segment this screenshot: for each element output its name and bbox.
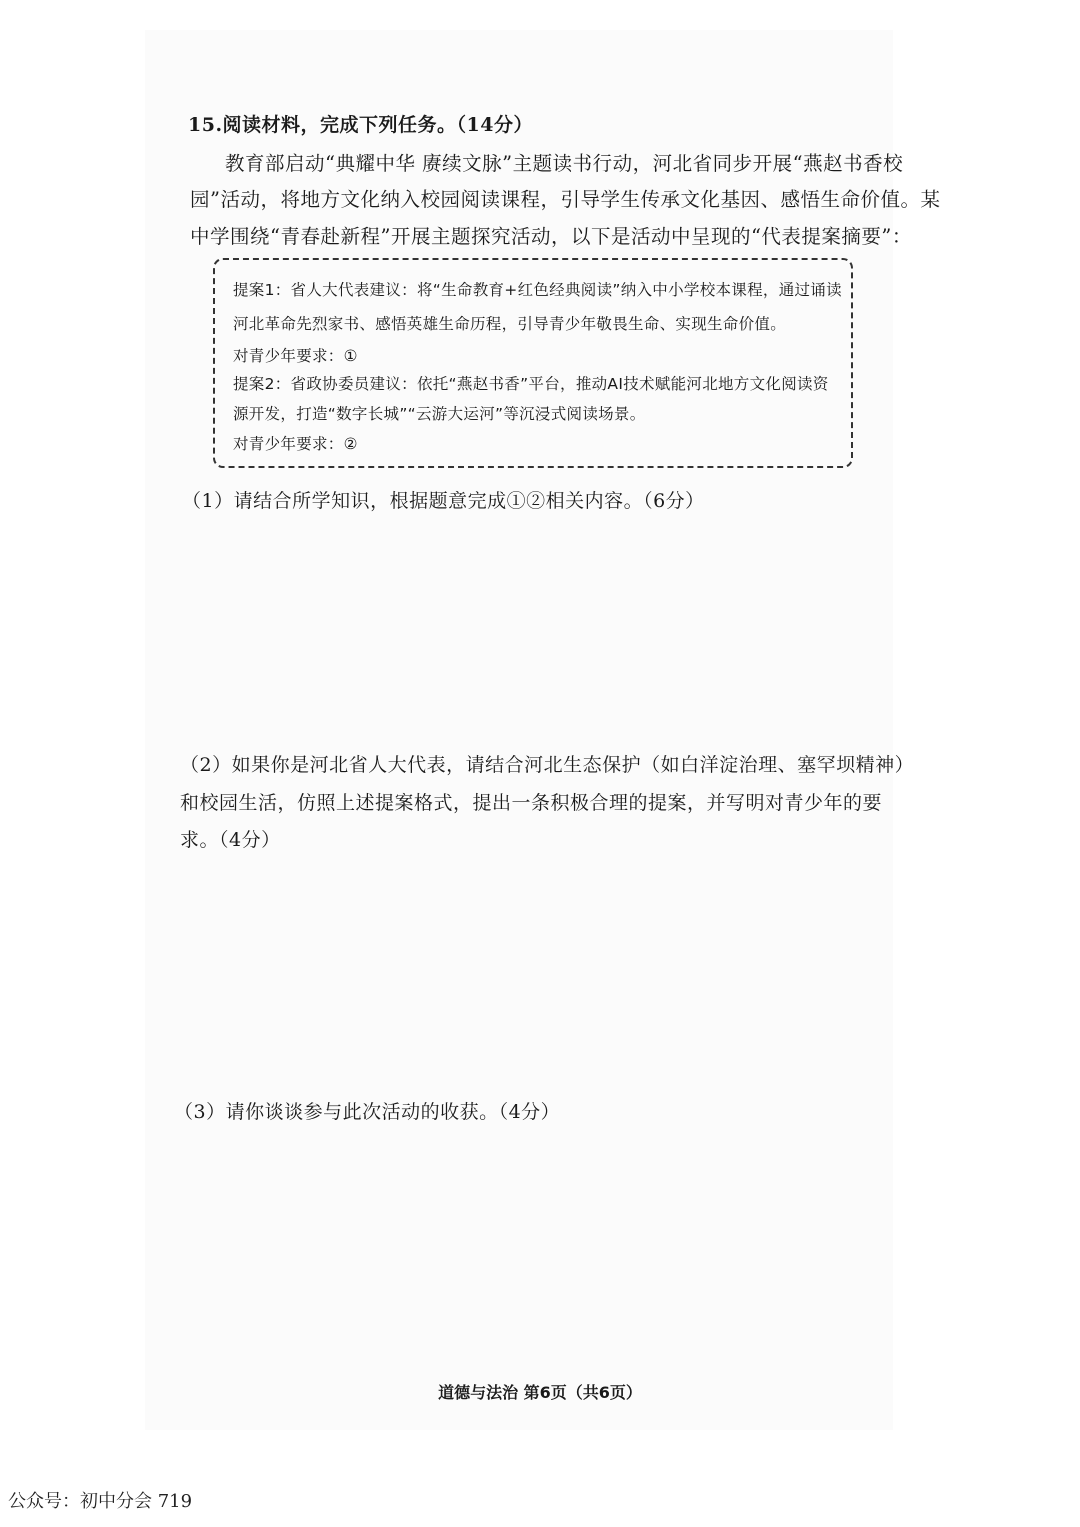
proposal-2-requirement: 对青少年要求：② (233, 435, 358, 453)
proposal-1-requirement: 对青少年要求：① (233, 347, 358, 365)
proposal-2-line-1: 提案2：省政协委员建议：依托“燕赵书香”平台，推动AI技术赋能河北地方文化阅读资 (233, 375, 829, 393)
material-line-1: 教育部启动“典耀中华 赓续文脉”主题读书行动，河北省同步开展“燕赵书香校 (225, 152, 904, 175)
watermark-text: 公众号：初中分会 719 (8, 1491, 193, 1512)
material-line-3: 中学围绕“青春赴新程”开展主题探究活动，以下是活动中呈现的“代表提案摘要”： (190, 225, 912, 248)
sub-question-1: （1）请结合所学知识，根据题意完成①②相关内容。（6分） (182, 490, 705, 512)
page-footer: 道德与法治 第6页（共6页） (438, 1383, 642, 1402)
material-line-2: 园”活动，将地方文化纳入校园阅读课程，引导学生传承文化基因、感悟生命价值。某 (190, 188, 941, 211)
question-title: 15.阅读材料，完成下列任务。（14分） (188, 114, 533, 136)
sub-question-3: （3）请你谈谈参与此次活动的收获。（4分） (174, 1101, 561, 1123)
proposal-2-line-2: 源开发，打造“数字长城”“云游大运河”等沉浸式阅读场景。 (233, 405, 646, 423)
sub-question-2-line-1: （2）如果你是河北省人大代表，请结合河北生态保护（如白洋淀治理、塞罕坝精神） (180, 754, 915, 776)
proposal-summary-box (213, 258, 853, 468)
proposal-1-line-2: 河北革命先烈家书、感悟英雄生命历程，引导青少年敬畏生命、实现生命价值。 (233, 315, 787, 333)
proposal-1-line-1: 提案1：省人大代表建议：将“生命教育+红色经典阅读”纳入中小学校本课程，通过诵读 (233, 281, 842, 299)
sub-question-2-line-3: 求。（4分） (180, 829, 281, 851)
sub-question-2-line-2: 和校园生活，仿照上述提案格式，提出一条积极合理的提案，并写明对青少年的要 (180, 792, 883, 814)
